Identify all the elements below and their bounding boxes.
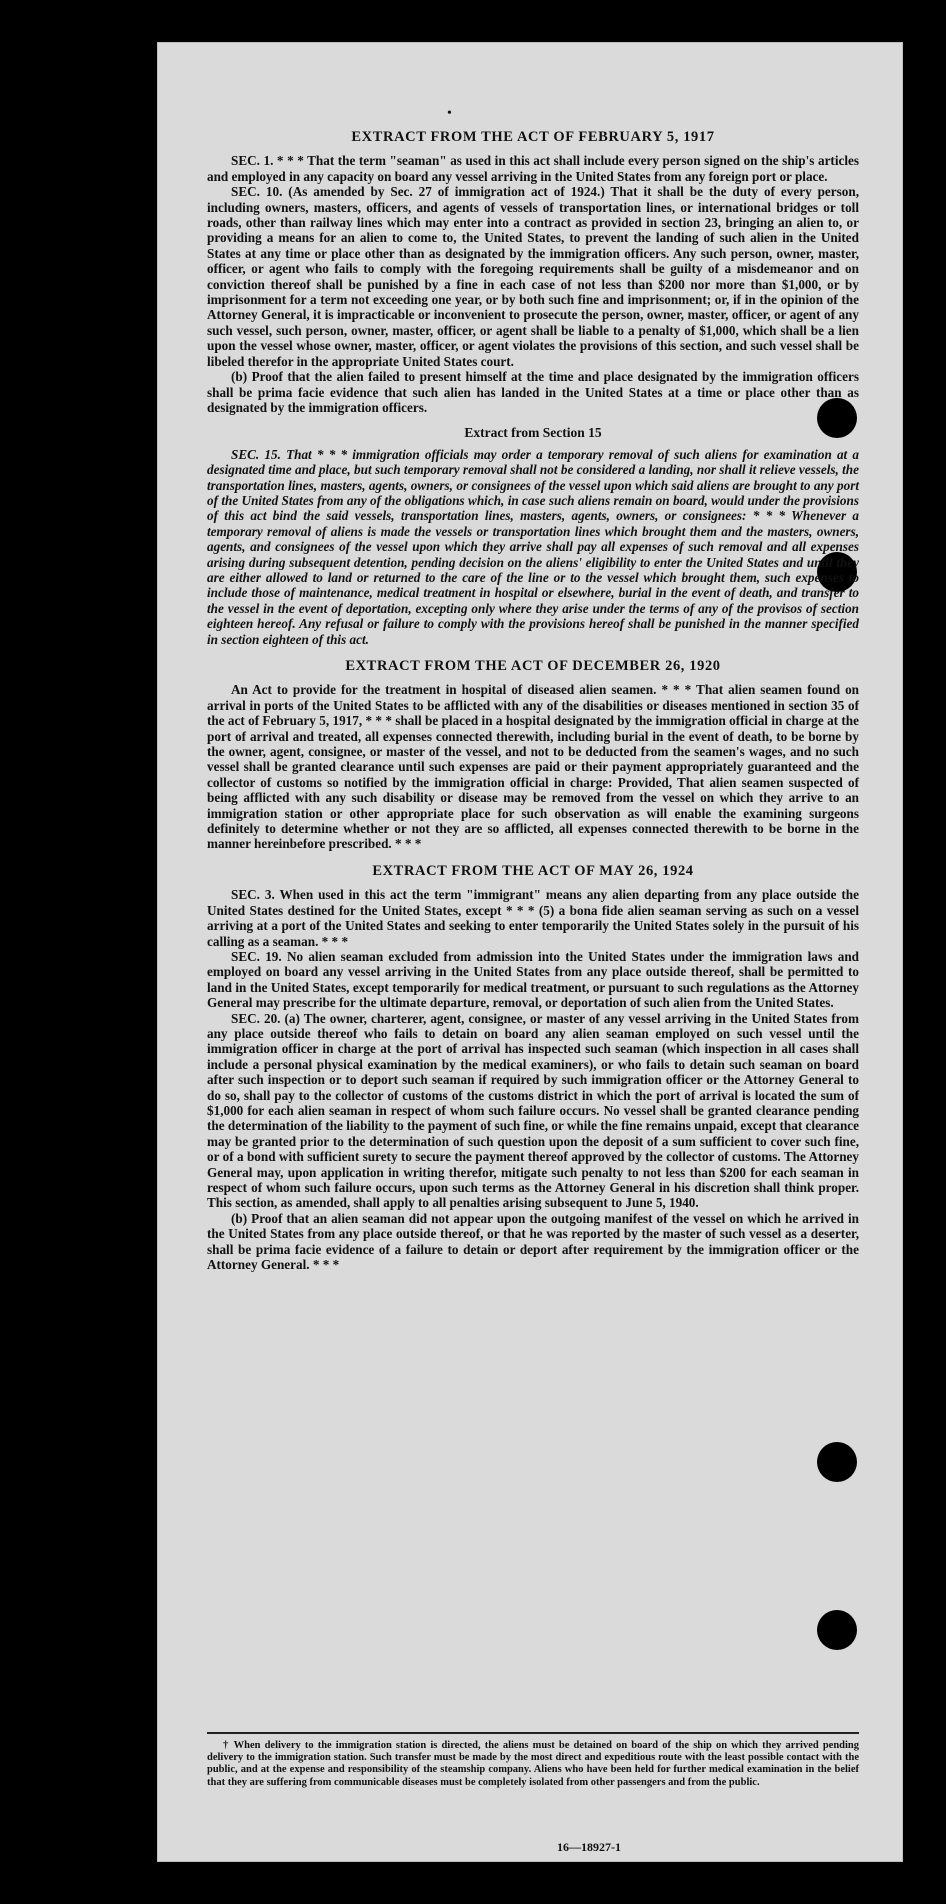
punch-hole [817,1610,857,1650]
paragraph: SEC. 3. When used in this act the term "immigrant" means any alien departing from any place outside the United States destined for the United States, except * * * (5) a bona fide alien seaman serving as such on a vessel arriving at a port of the United States and seeking to enter temporarily the United States solely in the pursuit of his calling as a seaman. * * * [207,887,859,949]
paragraph: (b) Proof that the alien failed to present himself at the time and place designated by the immigration officers shall be prima facie evidence that such alien has landed in the United States at a time or place other than as designated by the immigration officers. [207,369,859,415]
punch-hole [817,1442,857,1482]
document-body [207,130,859,1272]
document-page [157,42,903,1862]
form-number: 16—18927-1 [557,1840,621,1854]
paragraph: SEC. 19. No alien seaman excluded from admission into the United States under the immigration laws and employed on board any vessel arriving in the United States from any place outside thereof, shall be permitted to land in the United States, except temporarily for medical treatment, or pursuant to such regulations as the Attorney General may prescribe for the ultimate departure, removal, or deportation of such alien from the United States. [207,948,859,1011]
paragraph: (b) Proof that an alien seaman did not appear upon the outgoing manifest of the vessel on which he arrived in the United States from any place outside thereof, or that he was reported by the master of such vessel as a deserter, shall be prima facie evidence of a failure to detain or deport after requirement by the immigration officer or the Attorney General. * * * [207,1210,859,1273]
paragraph: SEC. 15. That * * * immigration officials may order a temporary removal of such aliens for examination at a designated time and place, but such temporary removal shall not be considered a landing, nor shall it relieve vessels, the transportation lines, masters, agents, owners, or consignees of the vessel upon which said aliens are brought to any port of the United States from any of the obligations which, in case such aliens remain on board, would under the provisions of this act bind the said vessels, transportation lines, masters, agents, owners, or consignees: * * * Whenever a temporary removal of aliens is made the vessels or transportation lines which brought them and the masters, owners, agents, and consignees of the vessel upon which they arrive shall pay all expenses of such removal and all expenses arising during subsequent detention, pending decision on the aliens' eligibility to enter the United States and until they are either allowed to land or returned to the care of the line or to the vessel which brought them, such expenses to include those of maintenance, medical treatment in hospital or elsewhere, burial in the event of death, and transfer to the vessel in the event of deportation, excepting only where they arise under the terms of any of the provisos of section eighteen hereof. Any refusal or failure to comply with the provisions hereof shall be punished in the manner specified in section eighteen of this act. [207,446,859,647]
footnote [207,1732,859,1789]
section-title: EXTRACT FROM THE ACT OF FEBRUARY 5, 1917 [351,129,715,145]
section-title: Extract from Section 15 [464,425,602,441]
paragraph: SEC. 1. * * * That the term "seaman" as used in this act shall include every person signed on the ship's articles and employed in any capacity on board any vessel arriving in the United States from any foreign port or place. [207,153,859,184]
paragraph: SEC. 10. (As amended by Sec. 27 of immigration act of 1924.) That it shall be the duty of every person, including owners, masters, officers, and agents of vessels of transportation lines, or international bridges or toll roads, other than railway lines which may enter into a contract as provided in section 23, bringing an alien to, or providing a means for an alien to come to, the United States, to prevent the landing of such alien in the United States at any time or place other than as designated by the immigration officers. Any such person, owner, master, officer, or agent who fails to comply with the foregoing requirements shall be guilty of a misdemeanor and on conviction thereof shall be punished by a fine in each case of not less than $200 nor more than $1,000, or by imprisonment for a term not exceeding one year, or by both such fine and imprisonment; or, if in the opinion of the Attorney General, it is impracticable or inconvenient to prosecute the person, owner, master, officer, or agent of any such vessel, such person, owner, master, officer, or agent shall be liable to a penalty of $1,000, which shall be a lien upon the vessel whose owner, master, officer, or agent violates the provisions of this section, and such vessel shall be libeled therefor in the appropriate United States court. [207,184,859,369]
section-title: EXTRACT FROM THE ACT OF DECEMBER 26, 1920 [345,658,721,674]
header-mark: • [447,106,452,121]
paragraph: An Act to provide for the treatment in hospital of diseased alien seamen. * * * That alien seamen found on arrival in ports of the United States to be afflicted with any of the disabilities or diseases mentioned in section 35 of the act of February 5, 1917, * * * shall be placed in a hospital designated by the immigration official in charge at the port of arrival and treated, all expenses connected therewith, including burial in the event of death, to be borne by the owner, agent, consignee, or master of the vessel, and not to be deducted from the seamen's wages, and no such vessel shall be granted clearance until such expenses are paid or their payment appropriately guaranteed and the collector of customs so notified by the immigration official in charge: Provided, That alien seamen suspected of being afflicted with any such disability or disease may be removed from the vessel on which they arrive to an immigration station or other appropriate place for such observation as will enable the examining surgeons definitely to determine whether or not they are so afflicted, all expenses connected therewith to be borne in the manner hereinbefore prescribed. * * * [207,682,859,852]
footnote-text: † When delivery to the immigration station is directed, the aliens must be detained on board of the ship on which they arrived pending delivery to the immigration station. Such transfer must be made by the most direct and expeditious route with the least possible contact with the public, and at the expense and responsibility of the steamship company. Aliens who have been held for further medical examination in the belief that they are suffering from communicable diseases must be completely isolated from other passengers and from the public. [207,1740,859,1788]
section-title: EXTRACT FROM THE ACT OF MAY 26, 1924 [372,862,694,879]
paragraph: SEC. 20. (a) The owner, charterer, agent, consignee, or master of any vessel arriving in the United States from any place outside thereof who fails to detain on board any alien seaman employed on such vessel until the immigration officer in charge at the port of arrival has inspected such seaman (which inspection in all cases shall include a personal physical examination by the medical examiners), or who fails to detain such seaman on board after such inspection or to deport such seaman if required by such immigration officer or the Attorney General to do so, shall pay to the collector of customs of the customs district in which the port of arrival is located the sum of $1,000 for each alien seaman in respect of whom such failure occurs. No vessel shall be granted clearance pending the determination of the liability to the payment of such fine, or while the fine remains unpaid, except that clearance may be granted prior to the determination of such question upon the deposit of a sum sufficient to cover such fine, or of a bond with sufficient surety to secure the payment thereof approved by the collector of customs. The Attorney General may, upon application in writing therefor, mitigate such penalty to not less than $200 for each seaman in respect of whom such failure occurs, upon such terms as the Attorney General in his discretion shall think proper. This section, as amended, shall apply to all penalties arising subsequent to June 5, 1940. [207,1010,859,1211]
